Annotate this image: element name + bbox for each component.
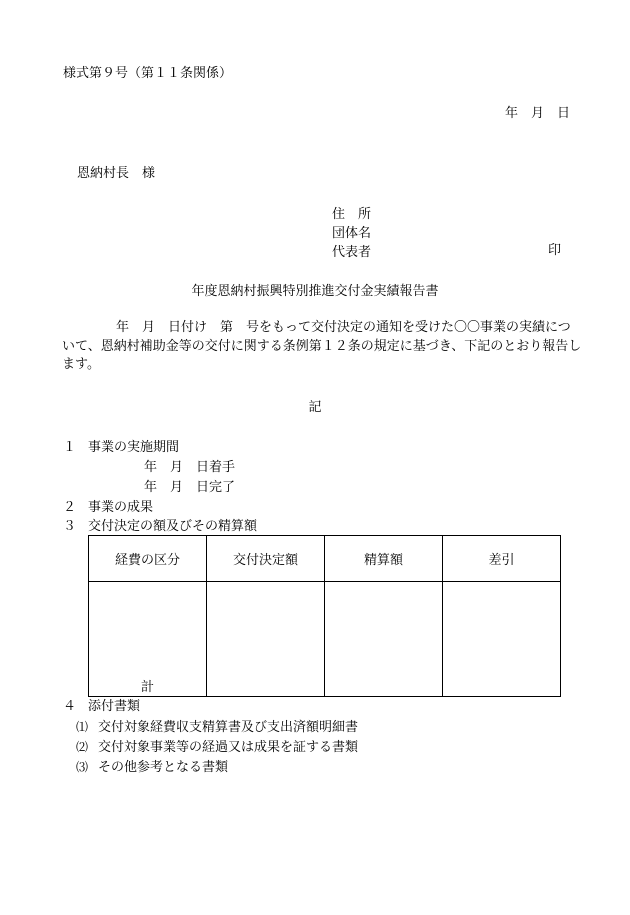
applicant-block: [332, 205, 371, 262]
attachment-item-label: ⑵: [76, 740, 89, 754]
attachment-item: [76, 759, 228, 776]
attachment-item-label: ⑶: [76, 760, 89, 774]
attachment-item-text: その他参考となる書類: [98, 760, 229, 775]
form-number: 様式第９号（第１１条関係）: [63, 66, 233, 81]
report-title: 年度恩納村振興特別推進交付金実績報告書: [191, 284, 439, 299]
report-body-text: 年 月 日付け 第 号をもって交付決定の通知を受けた〇〇事業の実績について、恩納村補助金等の交付に関する条例第１２条の規定に基づき、下記のとおり報告します。: [62, 320, 582, 372]
header-expense-category: 経費の区分: [89, 536, 207, 582]
section-2-title: 事業の成果: [88, 500, 154, 515]
header-settlement-amount: 精算額: [325, 536, 443, 582]
section-4-number: ４: [63, 699, 77, 714]
section-3-title: 交付決定の額及びその精算額: [88, 519, 258, 534]
table-cell: [443, 582, 561, 697]
header-grant-decision-amount: 交付決定額: [207, 536, 325, 582]
section-2-number: ２: [63, 500, 77, 515]
ki-mark: 記: [308, 400, 322, 415]
period-start: 年 月 日着手: [144, 460, 236, 475]
seal-mark: 印: [548, 243, 562, 258]
table-cell: [325, 582, 443, 697]
attachment-item-text: 交付対象事業等の経過又は成果を証する書類: [98, 740, 359, 755]
section-3-number: ３: [63, 519, 77, 534]
table-cell: [207, 582, 325, 697]
attachment-item-text: 交付対象経費収支精算書及び支出済額明細書: [98, 720, 359, 735]
header-difference: 差引: [443, 536, 561, 582]
representative-label: 代表者: [332, 245, 372, 260]
period-end: 年 月 日完了: [144, 480, 236, 495]
section-1-title: 事業の実施期間: [88, 440, 180, 455]
amount-table: [88, 535, 561, 697]
table-header-row: [89, 536, 561, 582]
total-label: 計: [89, 582, 207, 697]
group-name-label: 団体名: [332, 226, 372, 241]
attachment-item: [76, 719, 358, 736]
section-4-title: 添付書類: [88, 699, 141, 714]
date-line: 年 月 日: [505, 106, 571, 121]
section-1-number: １: [63, 440, 77, 455]
table-row: [89, 582, 561, 697]
attachment-item: [76, 739, 358, 756]
attachment-item-label: ⑴: [76, 720, 89, 734]
address-label: 住 所: [332, 207, 372, 222]
addressee: 恩納村長 様: [77, 166, 156, 181]
